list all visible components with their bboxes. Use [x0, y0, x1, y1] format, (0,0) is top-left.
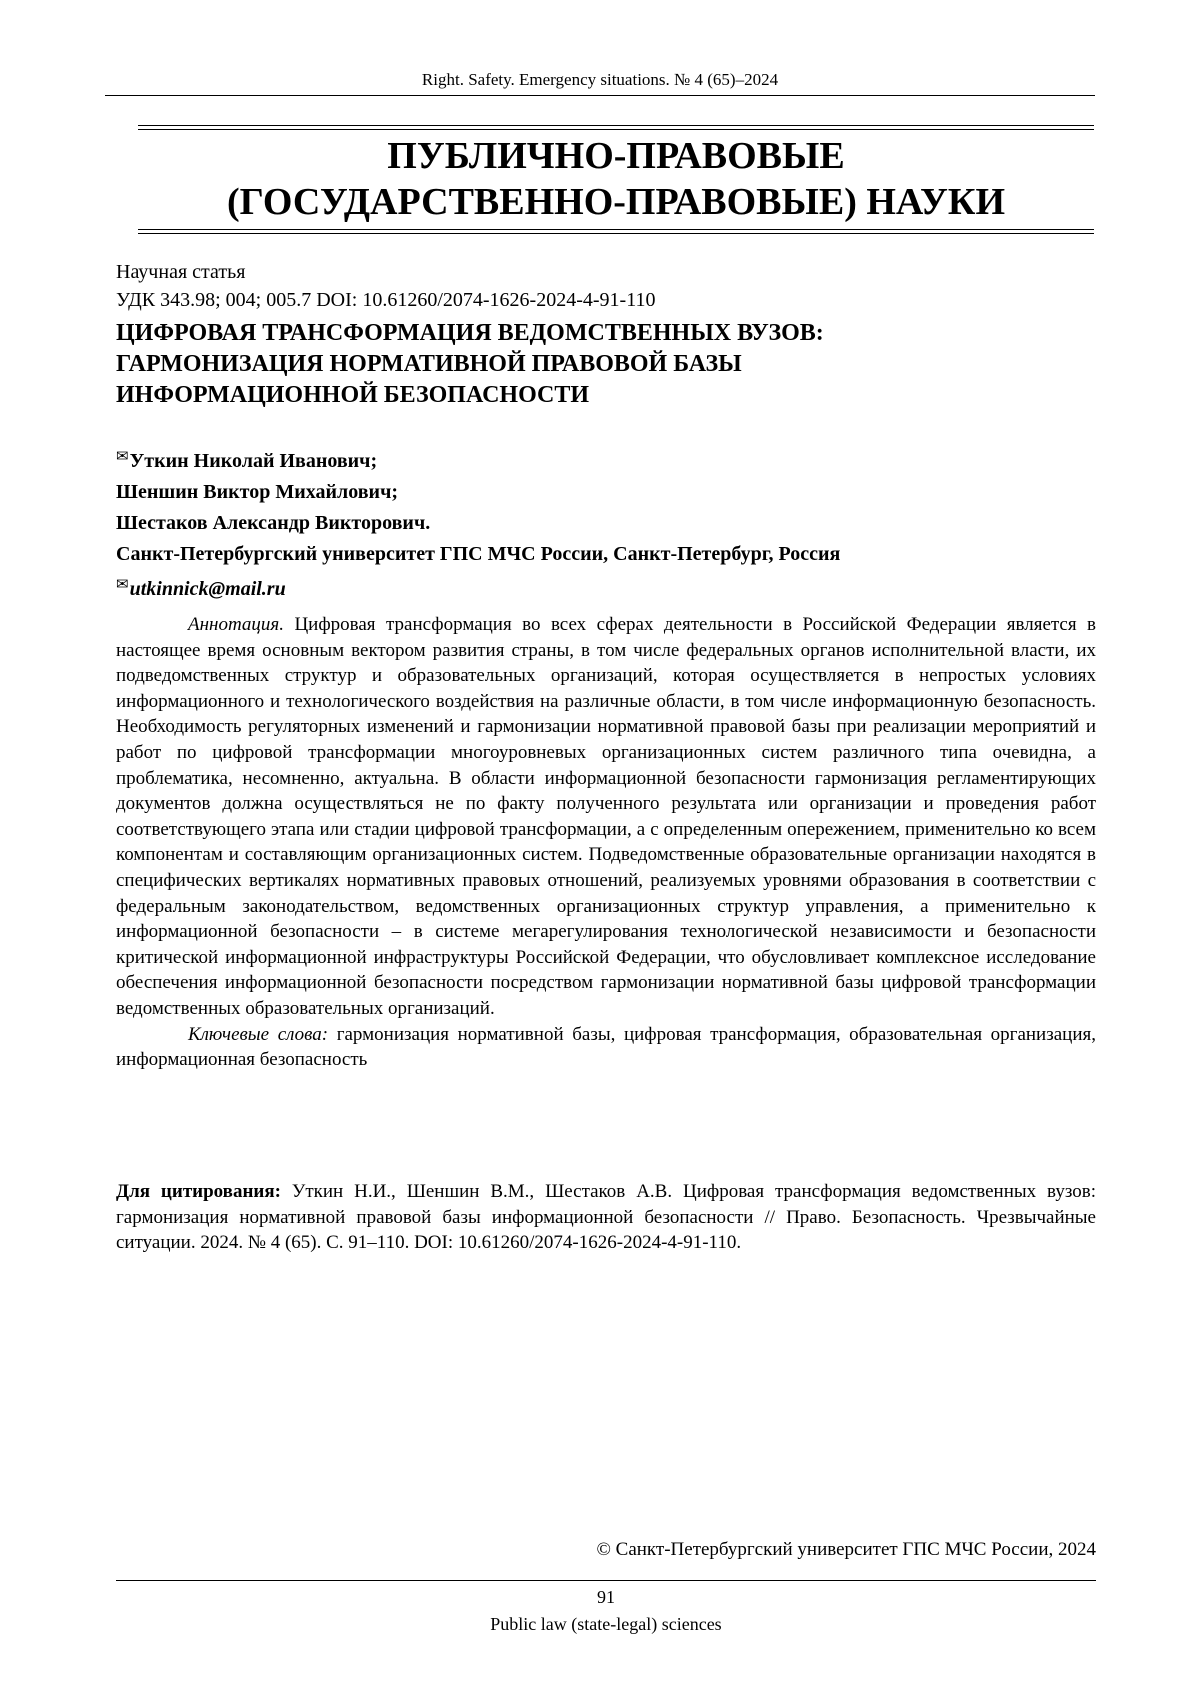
article-title-line: ИНФОРМАЦИОННОЙ БЕЗОПАСНОСТИ	[116, 382, 590, 408]
author-name: Уткин Николай Иванович;	[129, 450, 378, 472]
author-name: Шеншин Виктор Михайлович;	[116, 481, 399, 503]
mail-icon: ✉	[116, 449, 129, 465]
abstract-paragraph	[116, 612, 1096, 1022]
authors-block	[116, 442, 1106, 605]
section-title-line-2: (ГОСУДАРСТВЕННО-ПРАВОВЫЕ) НАУКИ	[226, 181, 1006, 223]
mail-icon: ✉	[116, 577, 129, 593]
email-line	[116, 570, 1106, 605]
keywords-label: Ключевые слова:	[188, 1023, 329, 1045]
udk-doi: УДК 343.98; 004; 005.7 DOI: 10.61260/2074-1626-2024-4-91-110	[116, 289, 656, 311]
article-title-line: ГАРМОНИЗАЦИЯ НОРМАТИВНОЙ ПРАВОВОЙ БАЗЫ	[116, 351, 742, 377]
citation-block	[116, 1179, 1096, 1256]
abstract-text: Цифровая трансформация во всех сферах деятельности в Российской Федерации является в настоящее время основным вектором развития страны, в том числе федеральных органов исполнительной власти, их подведомственных структур и образовательных организаций, которая осуществляется в непростых условиях информационного и технологического воздействия на различные области, в том числе информационную безопасность. Необходимость регуляторных изменений и гармонизации нормативной правовой базы при реализации мероприятий и работ по цифровой трансформации многоуровневых организационных систем различного типа очевидна, а проблематика, несомненно, актуальна. В области информационной безопасности гармонизация регламентирующих документов должна осуществляться не по факту полученного результата или организации и проведения работ соответствующего этапа или стадии цифровой трансформации, а с определенным опережением, применительно ко всем компонентам и составляющим организационных систем. Подведомственные образовательные организации находятся в специфических вертикалях нормативных правовых отношений, реализуемых уровнями образования в соответствии с федеральным законодательством, ведомственных организационных структур управления, а применительно к информационной безопасности – в системе мегарегулирования технологической независимости и безопасности критической информационной инфраструктуры Российской Федерации, что обусловливает комплексное исследование обеспечения информационной безопасности посредством гармонизации нормативной базы цифровой трансформации ведомственных образовательных организаций.	[116, 614, 1097, 1019]
abstract-label: Аннотация.	[188, 614, 284, 635]
header-rule	[105, 95, 1095, 96]
section-rule-top	[138, 125, 1094, 130]
keywords-paragraph	[116, 1022, 1096, 1073]
copyright: © Санкт-Петербургский университет ГПС МЧС России, 2024	[596, 1539, 1096, 1560]
author-line	[116, 442, 1106, 477]
affiliation: Санкт-Петербургский университет ГПС МЧС России, Санкт-Петербург, Россия	[116, 543, 841, 565]
citation-text: Уткин Н.И., Шеншин В.М., Шестаков А.В. Цифровая трансформация ведомственных вузов: гармонизация нормативной правовой базы информационной безопасности // Право. Безопасность. Чрезвычайные ситуации. 2024. № 4 (65). С. 91–110. DOI: 10.61260/2074-1626-2024-4-91-110.	[116, 1181, 1097, 1254]
footer-section-name: Public law (state-legal) sciences	[490, 1614, 722, 1634]
footer-rule	[116, 1580, 1096, 1581]
author-email-link[interactable]: utkinnick@mail.ru	[129, 578, 286, 600]
article-type: Научная статья	[116, 261, 246, 283]
citation-label: Для цитирования:	[116, 1181, 281, 1202]
abstract-block	[116, 612, 1096, 1073]
keywords-text: гармонизация нормативной базы, цифровая трансформация, образовательная организация, информационная безопасность	[116, 1023, 1096, 1071]
section-title-line-1: ПУБЛИЧНО-ПРАВОВЫЕ	[387, 135, 845, 177]
author-name: Шестаков Александр Викторович.	[116, 512, 431, 534]
article-title-line: ЦИФРОВАЯ ТРАНСФОРМАЦИЯ ВЕДОМСТВЕННЫХ ВУЗОВ:	[116, 320, 824, 346]
citation-paragraph	[116, 1179, 1096, 1256]
article-title	[116, 318, 1096, 411]
section-title	[130, 133, 1102, 225]
section-rule-bottom	[138, 229, 1094, 234]
page-number: 91	[597, 1587, 615, 1607]
running-header: Right. Safety. Emergency situations. № 4 (65)–2024	[421, 70, 779, 89]
